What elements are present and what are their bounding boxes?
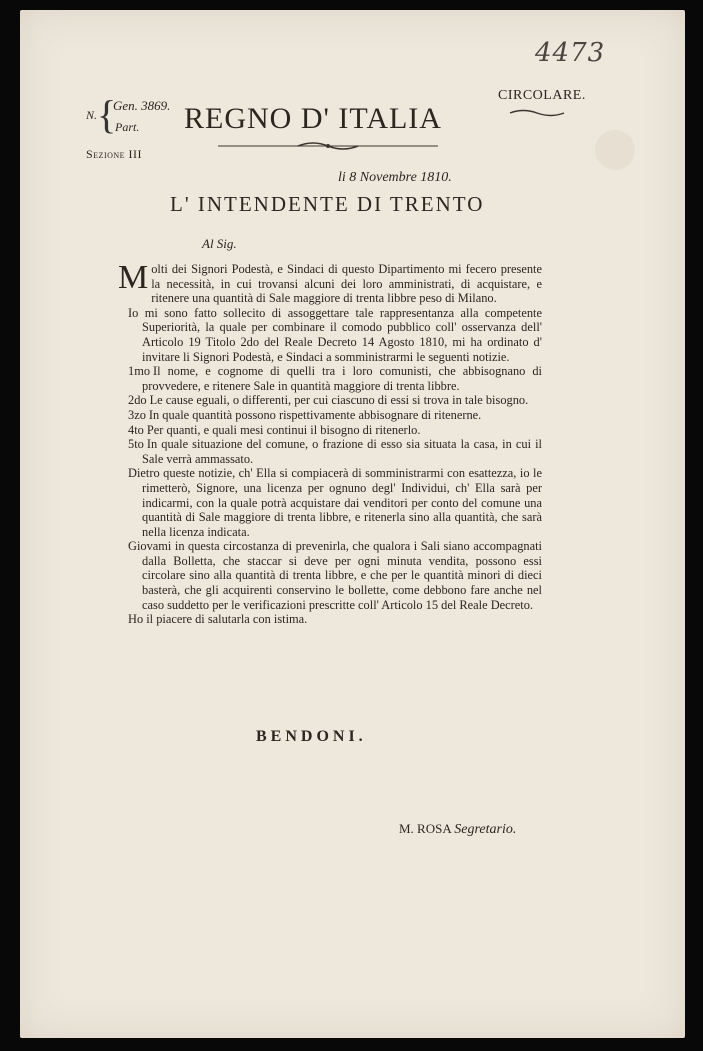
sender-heading: L' INTENDENTE DI TRENTO xyxy=(170,192,485,216)
list-item: 1mo Il nome, e cognome di quelli tra i loro comunisti, che abbisognano di provvedere, e ritenere Sale in quantità maggiore di trenta libbre. xyxy=(128,364,542,393)
list-item: 2do Le cause eguali, o differenti, per cui ciascuno di essi si trova in tale bisogno. xyxy=(128,393,529,408)
gen-number: Gen. 3869. xyxy=(113,98,171,113)
letter-body xyxy=(118,259,542,627)
circolare-label: CIRCOLARE. xyxy=(498,88,586,103)
paragraph-3: Dietro queste notizie, ch' Ella si compiacerà di somministrarmi con esattezza, io le rimetterò, Signore, una licenza per ognuno degl' Individui, ch' Ella sarà per indicarmi, con la quale potrà acquistare dai venditori per conto del comune una quantità di Sale maggiore di trenta libbre, e ritenerla sino alla quantità, che sarà nella licenza indicata. xyxy=(128,466,542,539)
list-item: 5to In quale situazione del comune, o frazione di esso sia situata la casa, in cui il Sale verrà ammassato. xyxy=(128,437,542,466)
paragraph-2: Io mi sono fatto sollecito di assoggettare tale rappresentanza alla competente Superiorità, la quale per combinare il comodo pubblico coll' osservanza dell' Articolo 19 Titolo 2do del Reale Decreto 14 Agosto 1810, mi ha ordinato d' invitare li Signori Podestà, e Sindaci a somministrarmi le seguenti notizie. xyxy=(128,305,542,364)
part-label: Part. xyxy=(115,120,140,134)
salutation: Al Sig. xyxy=(202,236,237,251)
signature-name: BENDONI. xyxy=(256,728,367,745)
drop-cap: M xyxy=(118,259,149,296)
circolare-ornament xyxy=(508,108,566,118)
page-title: REGNO D' ITALIA xyxy=(184,102,442,135)
list-item: 3zo In quale quantità possono rispettivamente abbisognare di ritenerne. xyxy=(128,407,482,422)
intro-paragraph: Molti dei Signori Podestà, e Sindaci di questo Dipartimento mi fecero presente la necessità, in cui trovansi alcuni dei loro amministrati, di acquistare, e ritenere una quantità di Sale maggiore di trenta libbre peso di Milano. xyxy=(118,259,542,306)
title-ornament xyxy=(218,140,438,152)
closing-line: Ho il piacere di salutarla con istima. xyxy=(128,612,308,627)
secretary-line: M. ROSA Segretario. xyxy=(399,821,517,837)
list-item: 4to Per quanti, e quali mesi continui il bisogno di ritenerlo. xyxy=(128,422,421,437)
document-date: li 8 Novembre 1810. xyxy=(338,170,452,185)
paper-stain xyxy=(595,130,635,170)
sezione-label: Sezione III xyxy=(86,147,143,161)
handwritten-archive-number: 4473 xyxy=(535,38,606,68)
n-label: N. xyxy=(86,108,98,122)
brace-icon: { xyxy=(97,92,117,137)
paragraph-4: Giovami in questa circostanza di prevenirla, che qualora i Sali siano accompagnati dalla Bolletta, che staccar si deve per ogni minuta vendita, possono essi circolare sino alla quantità di trenta libbre, e che per le quantità minori di dieci basterà, che gli acquirenti conservino le bollette, come debbono fare anche nel caso suddetto per le verificazioni prescritte coll' Articolo 15 del Reale Decreto. xyxy=(128,539,542,612)
